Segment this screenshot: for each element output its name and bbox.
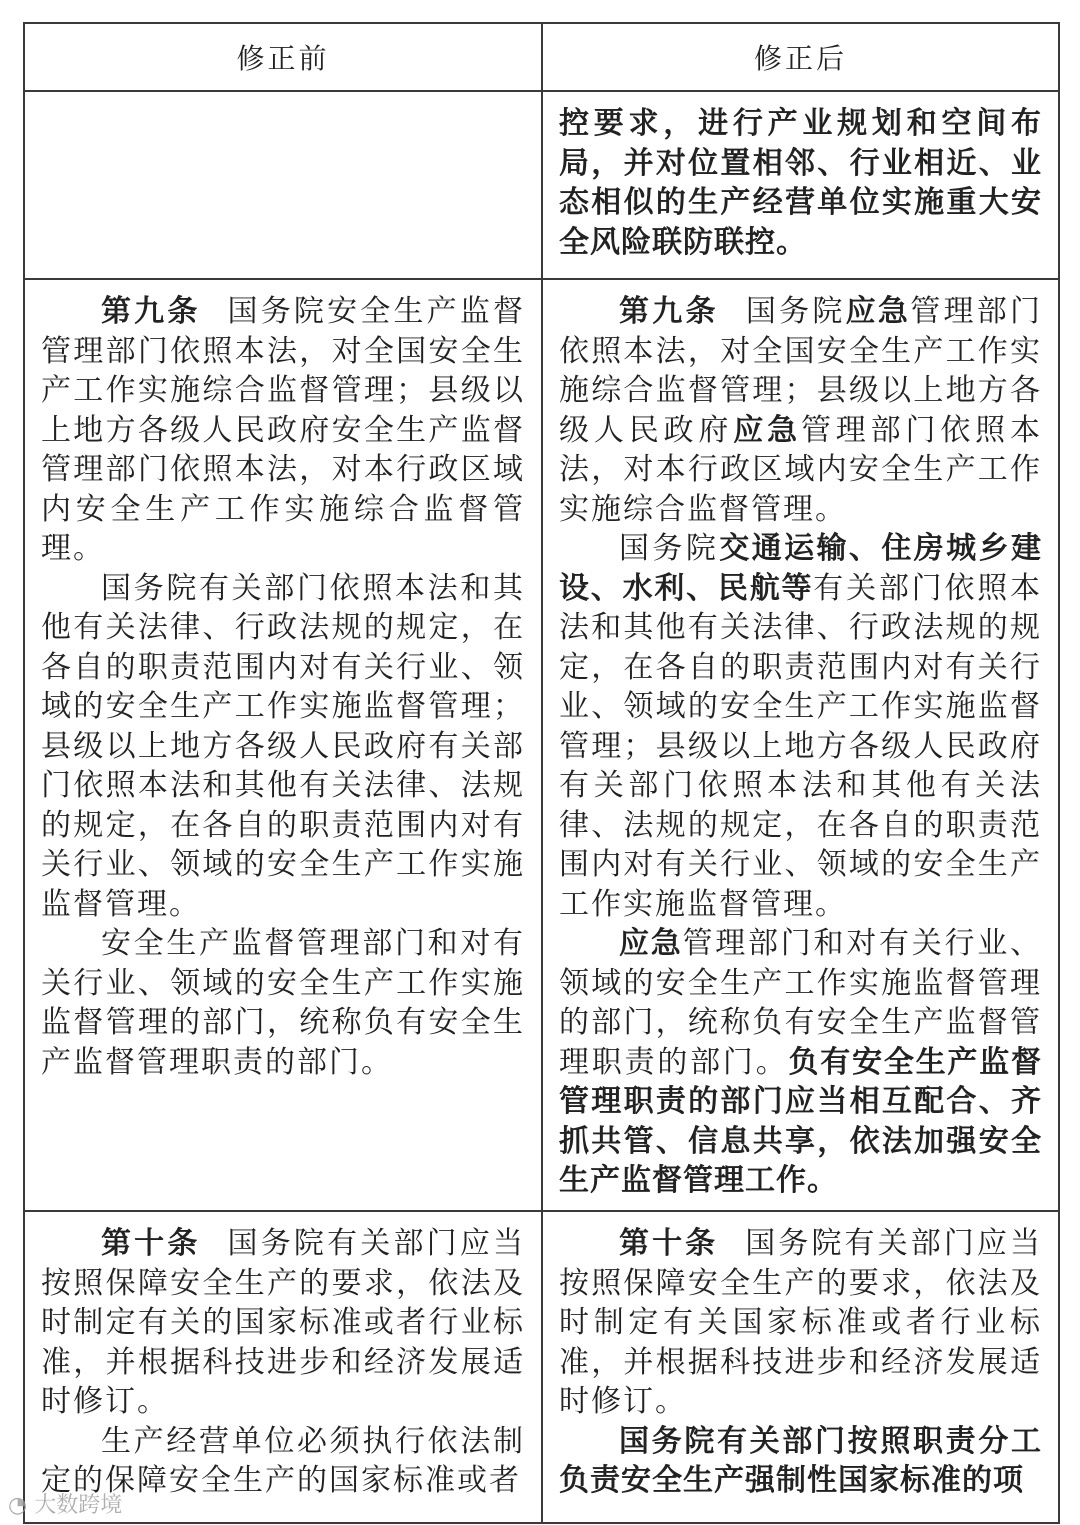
paragraph [559,924,1042,1201]
paragraph-text: 管理部门依照本法，对全国安全生产工作实施综合监督管理；县级以上地方各级人民政府 [559,294,1043,448]
table-row [24,279,1059,1211]
table-header-row [24,23,1059,91]
paragraph [41,292,525,569]
amended-text: 应急 [733,412,801,448]
cell-after-bold-text: 控要求，进行产业规划和空间布局，并对位置相邻、行业相近、业态相似的生产经营单位实施重大安全风险联防联控。 [559,106,1042,260]
article-title: 第九条 [101,294,201,329]
table-row [24,91,1059,279]
watermark-icon: ◔ [8,1493,28,1518]
article-title: 第十条 [101,1226,201,1261]
cell-after [542,1211,1059,1523]
comparison-table [23,22,1060,1524]
paragraph-text: 国务院 [619,531,720,566]
amended-text: 交通运输、住房城乡建设、水利、民航等 [559,531,1042,606]
watermark [8,1488,122,1519]
paragraph [559,292,1042,529]
paragraph [41,1224,525,1422]
paragraph-text: 管理部门依照本法，对本行政区域内安全生产工作实施综合监督管理。 [559,412,1043,527]
paragraph-text: 管理部门和对有关行业、领域的安全生产工作实施监督管理的部门，统称负有安全生产监督管理职责的部门。 [559,926,1042,1080]
paragraph: 生产经营单位必须执行依法制定的保障安全生产的国家标准或者 [41,1423,525,1498]
paragraph-text: 国务院有关部门应当按照保障安全生产的要求，依法及时制定有关国家标准或者行业标准，并根据科技进步和经济发展适时修订。 [559,1226,1043,1419]
header-before: 修正前 [24,23,542,91]
paragraph [559,529,1042,924]
cell-before [24,279,542,1211]
cell-before [24,91,542,279]
paragraph [559,1224,1042,1422]
amended-text: 负有安全生产监督管理职责的部门应当相互配合、齐抓共管、信息共享，依法加强安全生产监督管理工作。 [559,1044,1042,1198]
paragraph: 安全生产监督管理部门和对有关行业、领域的安全生产工作实施监督管理的部门，统称负有安全生产监督管理职责的部门。 [41,926,525,1080]
article-title: 第十条 [619,1226,719,1261]
amended-text: 应急 [845,294,911,329]
paragraph-text: 有关部门依照本法和其他有关法律、行政法规的规定，在各自的职责范围内对有关行业、领域的安全生产工作实施监督管理；县级以上地方各级人民政府有关部门依照本法和其他有关法律、法规的规定，在各自的职责范围内对有关行业、领域的安全生产工作实施监督管理。 [559,570,1043,922]
paragraph: 国务院有关部门依照本法和其他有关法律、行政法规的规定，在各自的职责范围内对有关行业、领域的安全生产工作实施监督管理；县级以上地方各级人民政府有关部门依照本法和其他有关法律、法规的规定，在各自的职责范围内对有关行业、领域的安全生产工作实施监督管理。 [41,570,525,922]
header-after: 修正后 [542,23,1059,91]
paragraph-text: 国务院安全生产监督管理部门依照本法，对全国安全生产工作实施综合监督管理；县级以上地方各级人民政府安全生产监督管理部门依照本法，对本行政区域内安全生产工作实施综合监督管理。 [41,294,526,566]
paragraph-text: 国务院 [745,294,846,329]
watermark-text: 大数跨境 [34,1493,123,1518]
paragraph: 国务院有关部门按照职责分工负责安全生产强制性国家标准的项 [559,1423,1042,1498]
table-row [24,1211,1059,1523]
amended-text: 应急 [619,926,683,961]
cell-before [24,1211,542,1523]
cell-after [542,279,1059,1211]
article-title: 第九条 [619,294,719,329]
paragraph-text: 国务院有关部门应当按照保障安全生产的要求，依法及时制定有关的国家标准或者行业标准，并根据科技进步和经济发展适时修订。 [41,1226,526,1419]
cell-after [542,91,1059,279]
